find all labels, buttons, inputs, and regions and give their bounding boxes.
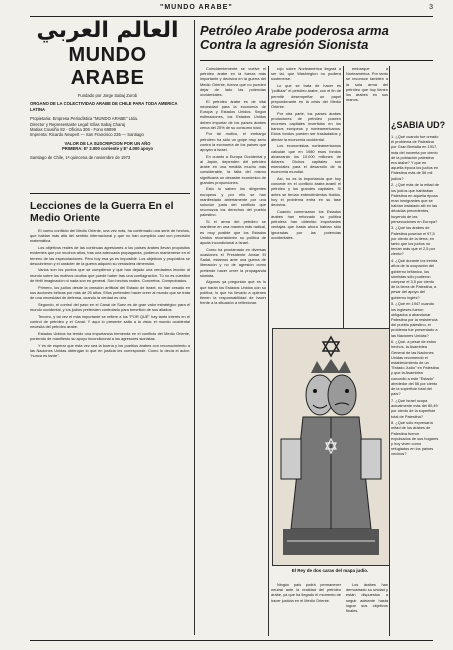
article-column-3 xyxy=(346,66,388,121)
sabia-list xyxy=(391,134,439,457)
article-column-1 xyxy=(200,66,266,636)
paragraph: En cuanto a Europa Occidental y al Japón, dependen del petróleo árabe en una medida mucho más considerable, la falta del mismo significaría un desastre económico de grandes proporciones. xyxy=(200,153,266,185)
page-number: 3 xyxy=(429,4,433,11)
right-title-line1: Petróleo Arabe poderosa arma xyxy=(200,23,389,38)
paragraph: Esto lo saben los dirigentes europeos y por ello se han manifestado abiertamente por una solución justa del conflicto que reconozca los derechos del pueblo palestino. xyxy=(200,186,266,218)
article-column-4 xyxy=(271,582,341,636)
paragraph: Como ha proclamado en diversas ocasiones el Presidente Anwar El Sadat, estamos ante una guerra de liberación y no de agresión como pretende hacer creer la propaganda sionista. xyxy=(200,246,266,278)
owner-line: Propietaria: Empresa Periodística "MUNDO ARABE" Ltda. xyxy=(30,116,138,122)
sabia-title: ¿SABIA UD? xyxy=(391,120,446,130)
paragraph: El petróleo árabe es de vital necesidad para la economía de Europa y Estados Unidos. Según estimaciones, los Estados Unidos deben importar de los países árabes cerca del 25% de su consumo total. xyxy=(200,98,266,130)
paragraph: Por tal motivo, el embargo petrolero ha sido un golpe muy serio contra la economía de los países que apoyan a Israel. xyxy=(200,131,266,153)
sabia-item: 1. ¿Qué cuando fue creado el problema de Palestina por Gran Bretaña en 1917, más del noventa por ciento de la población palestina era árabe? Y que en aquella época los judíos en Palestina más de 56 mil judíos? xyxy=(391,134,439,181)
founder-line: Fundado por Jorge Sabaj Zurob xyxy=(77,93,138,98)
paragraph: Y es de esperar que esta vez sea la buena y los pueblos árabes con reconocimiento a las Naciones Unidas obtengan lo que en justicia les corresponde. Como lo decía el autor: "nunca es tarde". xyxy=(30,342,190,358)
sabia-item: 5. ¿Qué en 1947 cuando los ingleses fueron obligados a abandonar Palestina por la resistencia del pueblo palestino, el problema fue presentado a las Naciones Unidas? xyxy=(391,301,438,338)
director-line: Director y Representante Legal: Elías Sabaj Charaj xyxy=(30,121,125,127)
paragraph: Lo que se trata de hacer es "politizar" el petróleo árabe, con el fin de permitir desempeñar un papel preponderante en la crisis del Medio Oriente. xyxy=(271,83,341,109)
header-rule xyxy=(30,16,433,17)
footer-rule xyxy=(30,640,433,641)
left-article-headline: Lecciones de la Guerra En el Medio Oriente xyxy=(30,200,174,224)
paragraph: Así, no es la importancia que hoy concede en el conflicto árabe-israelí el petróleo y los grandes capitales. Si antes se tenían entendimientos fluidos, hoy el problema entra en su fase decisiva. xyxy=(271,176,341,208)
printer-line: Imprenta: Ricardo Neupert — San Francisco 235 — Santiago xyxy=(30,132,144,138)
sabia-item: 4. ¿Qué durante los treinta años de la ocupación del gobierno británico, los sionistas sólo pudieron comprar el 3,5 por ciento de la tierra de Palestina, a pesar del apoyo del gobierno inglés? xyxy=(391,258,438,300)
arabic-title: العالم العربي xyxy=(36,18,179,43)
masthead xyxy=(30,20,185,160)
cartoon-caption: El Rey de dos caras del mapa judío. xyxy=(291,568,369,573)
article-column-2 xyxy=(271,66,341,311)
sabia-item: 3. ¿Qué los árabes de Palestina poseían el 97,5 por ciento de la tierra, en tanto que los judíos no tenían más que el 2,5 por ciento? xyxy=(391,225,436,257)
paragraph: Por otra parte, los países árabes productores de petróleo poseen enormes capitales invertidos en los bancos europeos y norteamericanos. Estos fondos pueden ser trasladados y afectar la economía occidental. xyxy=(271,110,341,142)
column-divider xyxy=(194,20,195,635)
paragraph: Primero, los judíos desde la creación artificial del Estado de Israel, no han cesado en sus acciones bélicas por más de 25 años. Ellos pretenden hacer creer al mundo que se trata de una necesidad de defensa, cuando la verdad es otra. xyxy=(30,284,190,300)
cartoon-illustration xyxy=(272,328,390,566)
organ-line: ORGANO DE LA COLECTIVIDAD ARABE DE CHILE PARA TODA AMERICA LATINA xyxy=(30,101,178,112)
sabia-item: 2. ¿Qué más de la mitad de los judíos que habitaban Palestina en aquella época eran inmigrantes que se habían instalado allí en las décadas precedentes, huyendo de las persecuciones en Europa? xyxy=(391,182,440,224)
paragraph: rojo sobre Norteamérica llegará a ser tal, que Washington no pudiera sostenerse. xyxy=(271,66,341,82)
address-line: Matías Cousiño 82 - Oficina 306 - Fono 69099 xyxy=(30,127,116,133)
paragraph: Segundo, el control del paso en el Canal de Suez es de gran valor estratégico para el mundo occidental, y los judíos pretenden controlarlo para beneficio de sus aliados. xyxy=(30,301,190,312)
left-article xyxy=(30,200,190,360)
paragraph: Tercero, y tal vez el más importante se refiere a los "POR QUÉ" hay tanto interés en el control de petróleo y el Canal. Y aquí lo presente salta a la vista: el mundo occidental necesita del petróleo árabe. xyxy=(30,313,190,329)
price-line: PRIMERA: Eº 2.000 corriente y Eº 4.000 apoyo xyxy=(61,146,154,152)
paragraph: Estados Unidos ha tenido una importancia tremenda en el conflicto del Medio Oriente, poniendo de manifiesto su apoyo incondicional a los agresores sionistas. xyxy=(30,330,190,341)
title-rule xyxy=(200,60,433,61)
sabia-item: 7. ¿Qué Israel ocupa actualmente más del 80,49 por ciento de la superficie total de Palestina? xyxy=(391,397,438,419)
paragraph: El nuevo conflicto del Medio Oriente, una vez más, ha confirmado una serie de hechos, que hablan más allá del sentido internacional y que no han cumplido casi con precisión matemática. xyxy=(30,228,190,244)
paragraph: Los economistas norteamericanos calculan que en 1980 esos fondos alcanzarán los 10.000 millones de dólares. Dichos capitales son esenciales para el desarrollo de la economía mundial. xyxy=(271,143,341,175)
right-title-line2: Contra la agresión Sionista xyxy=(200,37,369,52)
two-faced-figure-drawing xyxy=(273,329,389,565)
column-divider xyxy=(268,66,269,636)
article-column-5 xyxy=(346,582,388,636)
masthead-rule xyxy=(30,193,190,194)
paragraph: Ningún país podrá permanecer neutral ante la realidad del petróleo árabe, ya que ha llegado el momento de hacer justicia en el Medio Oriente. xyxy=(271,582,341,603)
issue-date: Santiago de Chile, 1ª quincena de noviembre de 1973 xyxy=(30,154,131,160)
sabia-ud-box xyxy=(391,120,446,630)
paragraph: Cuando comenzaron los Estados árabes han reforzado su política petrolera han obtenido importantes ventajas que hasta ahora habían sido ignoradas por las potencias occidentales. xyxy=(271,208,341,240)
paragraph: Los árabes han demostrado su unidad y están dispuestos a seguir adelante hasta lograr sus objetivos finales. xyxy=(346,582,388,614)
sabia-item: 6. ¿Qué, a pesar de estos hechos, la Asamblea General de las Naciones Unidas recomendó el establecimiento de un "Estado Judío" en Palestina y que la Asamblea concedió a este "Estado" alrededor del 56 por ciento de la superficie total del país? xyxy=(391,339,439,397)
paragraph: Varios son los puntos que se cumplieron y que han dejado una verdadera lección al mundo sobre los motivos ocultos que puede haber tras una conflagración. Tú no es cuestión de fértil imaginación ni nada son en general. Son hechos reales. Concretos. Comprobados. xyxy=(30,267,190,283)
sabia-item: 8. ¿Qué sólo expresaría mitad de los árabes de Palestina fueron expulsados de sus hogares y hoy viven como refugiados en los países vecinos? xyxy=(391,420,439,457)
right-article-title xyxy=(200,24,435,52)
left-article-body xyxy=(30,228,190,358)
masthead-logo: MUNDO ARABE xyxy=(68,44,147,89)
column-divider xyxy=(343,66,344,328)
paragraph: Si el arma del petróleo se mantiene en una manera más radical, es muy posible que los Estados Unidos reconsideren su política de ayuda incondicional a Israel. xyxy=(200,219,266,245)
paragraph: Coincidentemente se vuelve el petróleo árabe en la fuerza más importante y decisiva en la guerra del Medio Oriente, fuerza que no pueden dejar de lado las potencias occidentales. xyxy=(200,66,266,98)
subscription-line: VALOR DE LA SUSCRIPCION POR UN AÑO xyxy=(64,140,151,146)
paragraph: Algunos ya preguntan qué es lo que harán los Estados Unidos con su política; lo que ha llevado a quienes tienen la responsabilidad de hacer frente a la situación a reflexionar. xyxy=(200,279,266,306)
running-title: "MUNDO ARABE" xyxy=(160,4,233,11)
paragraph: embarque a Norteamérica. Por tanto se reconoce también a la sola arma del petróleo que hoy tienen los árabes en sus manos. xyxy=(346,66,388,103)
paragraph: Los objetivos reales de las continuas agresiones a los países árabes llevan propósitos evidentes que por muchos años, tras una adecuada propaganda, pudieron mantenerse en el terreno de las especulaciones. Pero hoy esa ya es imposible. Los objetivos y propósitos se descubrieron y el carácter de la guerra adquirió su verdadera dimensión. xyxy=(30,245,190,266)
